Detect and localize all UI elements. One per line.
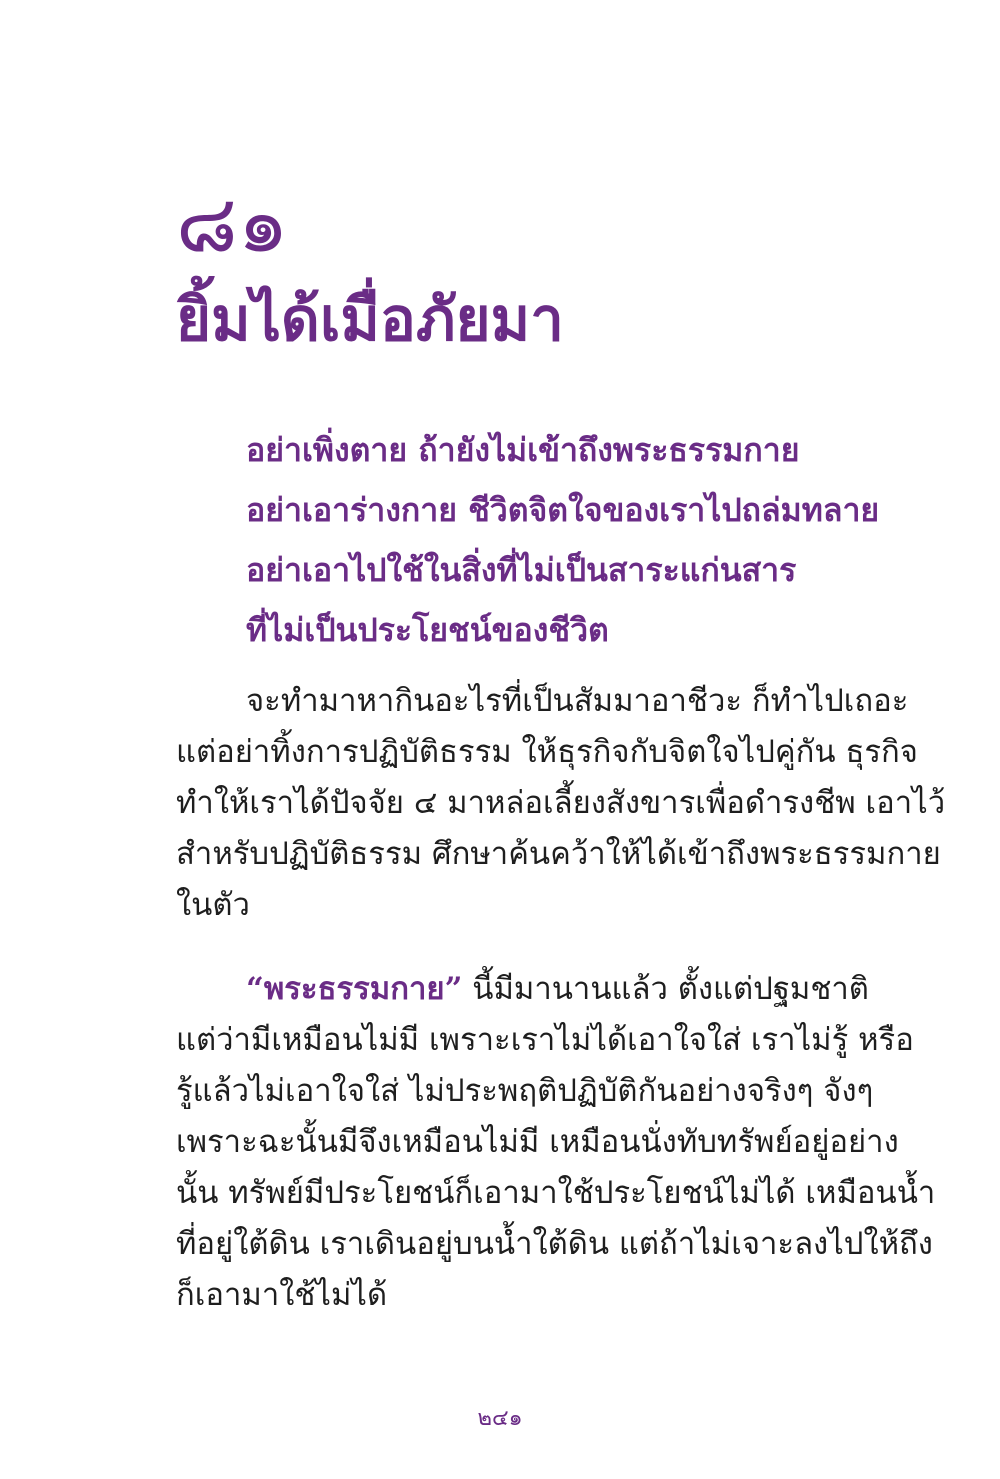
paragraph-2 [176,964,936,1321]
paragraph-line-rest: นี้มีมานานแล้ว ตั้งแต่ปฐมชาติ [462,971,869,1007]
paragraph-1 [176,676,946,931]
paragraph-line: แต่อย่าทิ้งการปฏิบัติธรรม ให้ธุรกิจกับจิตใจไปคู่กัน ธุรกิจ [176,734,918,770]
paragraph-line: นั้น ทรัพย์มีประโยชน์ก็เอามาใช้ประโยชน์ไม่ได้ เหมือนน้ำ [176,1175,936,1211]
chapter-title: ยิ้มได้เมื่อภัยมา [176,285,564,355]
paragraph-line: ในตัว [176,887,250,923]
paragraph-line: ทำให้เราได้ปัจจัย ๔ มาหล่อเลี้ยงสังขารเพื่อดำรงชีพ เอาไว้ [176,785,946,821]
page-number: ๒๔๑ [477,1406,523,1431]
verse-block [246,420,880,660]
paragraph-line: เพราะฉะนั้นมีจึงเหมือนไม่มี เหมือนนั่งทับทรัพย์อยู่อย่าง [176,1124,899,1160]
verse-line: อย่าเพิ่งตาย ถ้ายังไม่เข้าถึงพระธรรมกาย [246,431,800,469]
paragraph-line-first [176,964,869,1015]
verse-line: ที่ไม่เป็นประโยชน์ของชีวิต [246,611,609,649]
paragraph-line: รู้แล้วไม่เอาใจใส่ ไม่ประพฤติปฏิบัติกันอย่างจริงๆ จังๆ [176,1073,874,1109]
quoted-term: “พระธรรมกาย” [246,971,463,1007]
chapter-number: ๘๑ [176,177,289,270]
paragraph-line: สำหรับปฏิบัติธรรม ศึกษาค้นคว้าให้ได้เข้าถึงพระธรรมกาย [176,836,941,872]
paragraph-line: แต่ว่ามีเหมือนไม่มี เพราะเราไม่ได้เอาใจใส่ เราไม่รู้ หรือ [176,1022,914,1058]
verse-line: อย่าเอาไปใช้ในสิ่งที่ไม่เป็นสาระแก่นสาร [246,551,797,589]
paragraph-line: ก็เอามาใช้ไม่ได้ [176,1277,388,1313]
paragraph-line: จะทำมาหากินอะไรที่เป็นสัมมาอาชีวะ ก็ทำไปเถอะ [246,683,909,719]
verse-line: อย่าเอาร่างกาย ชีวิตจิตใจของเราไปถล่มทลาย [246,491,880,529]
paragraph-line: ที่อยู่ใต้ดิน เราเดินอยู่บนน้ำใต้ดิน แต่ถ้าไม่เจาะลงไปให้ถึง [176,1226,933,1262]
